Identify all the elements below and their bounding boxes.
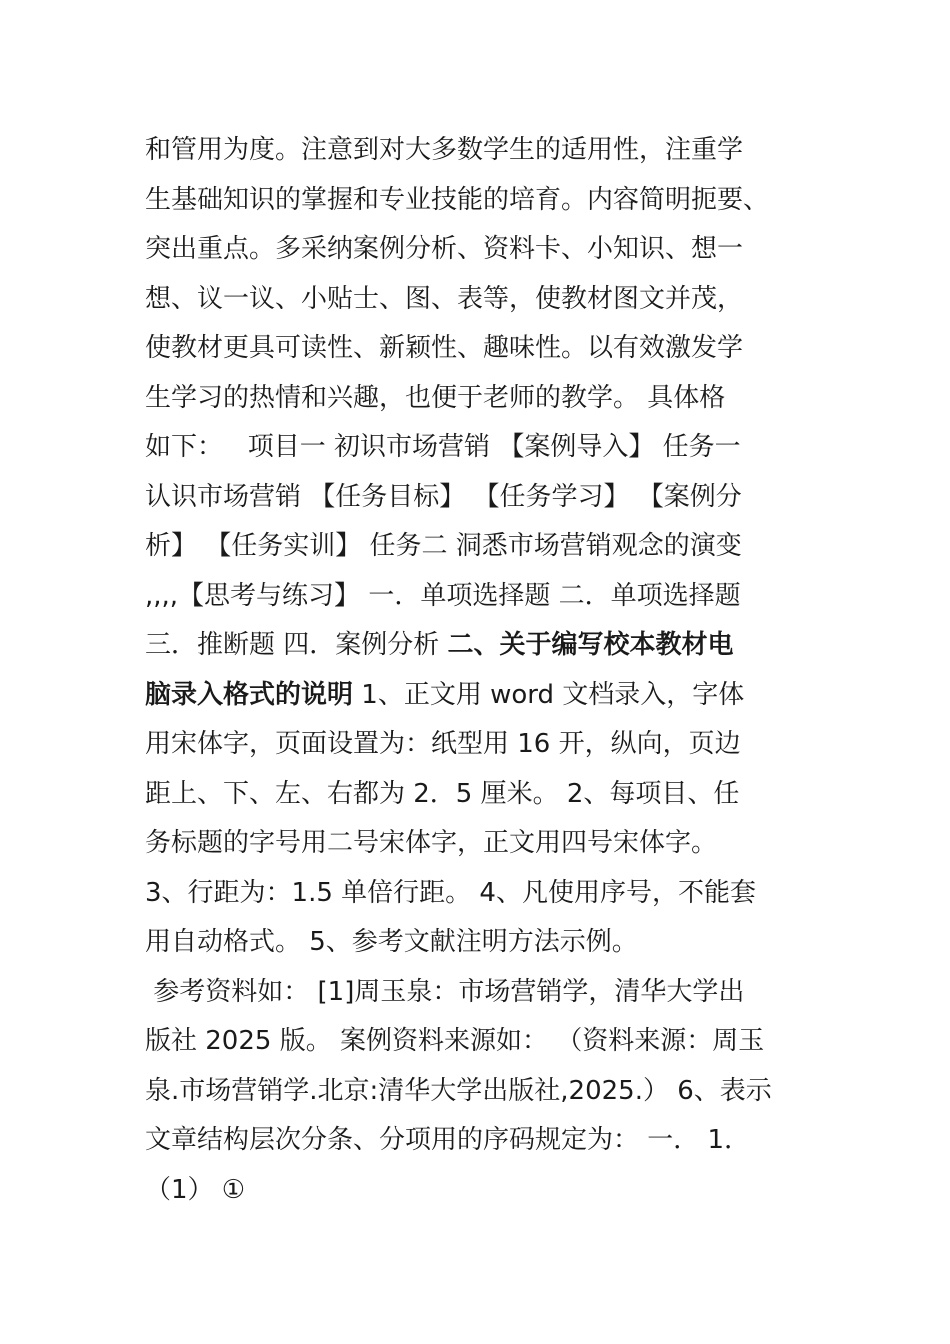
paragraph-text: 3、行距为：1.5 单倍行距。 4、凡使用序号，不能套 — [145, 877, 756, 908]
text-line — [145, 423, 825, 473]
text-line — [145, 225, 825, 275]
text-line — [145, 720, 825, 770]
paragraph-text: 生基础知识的掌握和专业技能的培育。内容简明扼要、 — [145, 184, 770, 215]
paragraph-text: 1、正文用 word 文档录入，字体 — [353, 679, 745, 710]
text-line — [145, 918, 825, 968]
text-line — [145, 1067, 825, 1117]
text-line — [145, 1116, 825, 1166]
paragraph-text: ,,,,【思考与练习】 一．单项选择题 二．单项选择题 — [145, 580, 741, 611]
paragraph-text: 务标题的字号用二号宋体字，正文用四号宋体字。 — [145, 828, 718, 858]
section-heading-text: 脑录入格式的说明 — [145, 679, 354, 710]
text-line — [145, 522, 825, 572]
text-line — [145, 473, 825, 523]
text-line — [145, 374, 825, 424]
text-line — [145, 869, 825, 919]
text-line — [145, 275, 825, 325]
text-line — [145, 324, 825, 374]
text-line — [145, 819, 825, 869]
paragraph-text: 版社 2025 版。 案例资料来源如： （资料来源：周玉 — [145, 1026, 765, 1056]
paragraph-text: （1） ① — [145, 1174, 246, 1205]
text-line — [145, 621, 825, 671]
paragraph-text: 析】 【任务实训】 任务二 洞悉市场营销观念的演变 — [145, 531, 742, 561]
paragraph-text: 认识市场营销 【任务目标】 【任务学习】 【案例分 — [145, 481, 742, 512]
paragraph-text: 距上、下、左、右都为 2．5 厘米。 2、每项目、任 — [145, 778, 740, 809]
text-line — [145, 126, 825, 176]
paragraph-text: 生学习的热情和兴趣，也便于老师的教学。 具体格 — [145, 382, 726, 413]
paragraph-text: 三．推断题 四．案例分析 — [145, 630, 448, 660]
text-line — [145, 968, 825, 1018]
text-line — [145, 671, 825, 721]
paragraph-text: 泉.市场营销学.北京:清华大学出版社,2025.） 6、表示 — [145, 1075, 772, 1106]
paragraph-text: 使教材更具可读性、新颖性、趣味性。以有效激发学 — [145, 333, 744, 363]
text-line — [145, 770, 825, 820]
paragraph-text: 突出重点。多采纳案例分析、资料卡、小知识、想一 — [145, 234, 744, 264]
text-line — [145, 176, 825, 226]
paragraph-text: 想、议一议、小贴士、图、表等，使教材图文并茂， — [145, 283, 744, 314]
paragraph-text: 参考资料如： [1]周玉泉：市场营销学，清华大学出 — [145, 976, 745, 1007]
section-heading-text: 二、关于编写校本教材电 — [447, 630, 734, 660]
body-text — [145, 126, 825, 1215]
paragraph-text: 和管用为度。注意到对大多数学生的适用性，注重学 — [145, 135, 744, 165]
text-line — [145, 1017, 825, 1067]
paragraph-text: 如下： 项目一 初识市场营销 【案例导入】 任务一 — [145, 432, 741, 462]
paragraph-text: 用自动格式。 5、参考文献注明方法示例。 — [145, 927, 638, 957]
text-line — [145, 572, 825, 622]
paragraph-text: 用宋体字，页面设置为：纸型用 16 开，纵向，页边 — [145, 729, 741, 759]
paragraph-text: 文章结构层次分条、分项用的序码规定为： 一． 1． — [145, 1125, 751, 1155]
text-line — [145, 1166, 825, 1216]
